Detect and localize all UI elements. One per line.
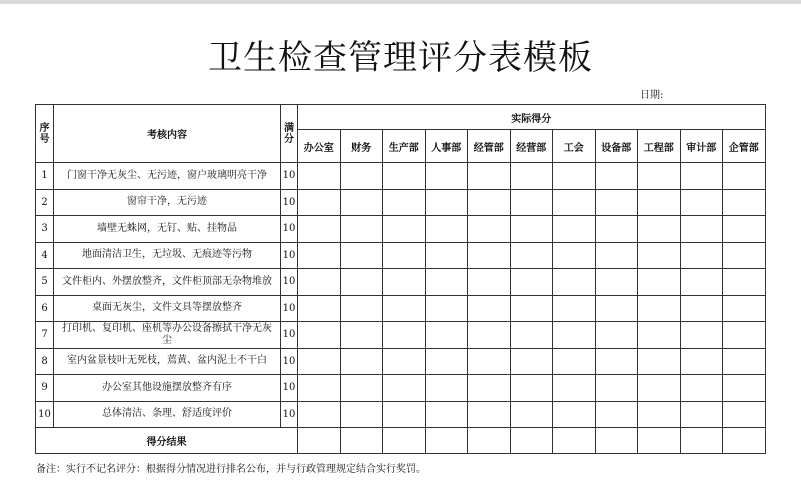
score-cell[interactable] [680,216,723,243]
result-cell[interactable] [510,428,553,454]
score-cell[interactable] [638,269,681,296]
result-cell[interactable] [723,428,766,454]
table-row [36,189,766,216]
full-score-value: 10 [281,189,298,216]
score-cell[interactable] [468,242,511,269]
score-cell[interactable] [680,401,723,428]
score-cell[interactable] [340,322,383,349]
score-cell[interactable] [680,322,723,349]
inspection-item: 打印机、复印机、座机等办公设备擦拭干净无灰尘 [54,322,281,349]
score-cell[interactable] [468,269,511,296]
score-cell[interactable] [298,295,341,322]
score-cell[interactable] [298,348,341,375]
result-cell[interactable] [680,428,723,454]
score-cell[interactable] [595,401,638,428]
score-cell[interactable] [510,348,553,375]
score-cell[interactable] [510,322,553,349]
score-cell[interactable] [553,189,596,216]
date-label: 日期: [640,90,664,101]
score-cell[interactable] [340,216,383,243]
department-header: 生产部 [383,130,426,163]
score-cell[interactable] [340,375,383,402]
score-cell[interactable] [723,163,766,190]
score-cell[interactable] [468,189,511,216]
inspection-item: 桌面无灰尘，文件文具等摆放整齐 [54,295,281,322]
inspection-item: 地面清洁卫生，无垃圾、无痕迹等污物 [54,242,281,269]
full-score-header: 满分 [281,105,298,163]
score-cell[interactable] [595,375,638,402]
row-number: 1 [36,163,54,190]
score-cell[interactable] [298,401,341,428]
score-cell[interactable] [383,401,426,428]
score-cell[interactable] [638,189,681,216]
department-header: 工程部 [638,130,681,163]
full-score-value: 10 [281,348,298,375]
row-number: 5 [36,269,54,296]
table-row [36,375,766,402]
score-cell[interactable] [468,163,511,190]
full-score-value: 10 [281,163,298,190]
score-cell[interactable] [383,269,426,296]
full-score-value: 10 [281,269,298,296]
top-border [0,0,801,4]
inspection-item: 门窗干净无灰尘、无污迹，窗户玻璃明亮干净 [54,163,281,190]
result-cell[interactable] [340,428,383,454]
score-cell[interactable] [298,322,341,349]
score-cell[interactable] [723,269,766,296]
score-cell[interactable] [595,242,638,269]
score-cell[interactable] [638,322,681,349]
result-row [36,428,766,454]
row-number: 10 [36,401,54,428]
score-cell[interactable] [425,295,468,322]
score-cell[interactable] [553,375,596,402]
score-cell[interactable] [298,189,341,216]
score-cell[interactable] [468,375,511,402]
score-cell[interactable] [680,348,723,375]
score-cell[interactable] [425,348,468,375]
score-cell[interactable] [340,401,383,428]
score-cell[interactable] [680,242,723,269]
department-header: 设备部 [595,130,638,163]
department-header: 工会 [553,130,596,163]
department-header: 财务 [340,130,383,163]
score-cell[interactable] [553,216,596,243]
score-cell[interactable] [298,242,341,269]
score-cell[interactable] [595,216,638,243]
department-header: 办公室 [298,130,341,163]
score-cell[interactable] [468,295,511,322]
score-cell[interactable] [723,322,766,349]
department-header: 经管部 [468,130,511,163]
score-cell[interactable] [340,242,383,269]
score-cell[interactable] [553,348,596,375]
score-cell[interactable] [638,348,681,375]
score-cell[interactable] [425,216,468,243]
score-cell[interactable] [723,189,766,216]
full-score-value: 10 [281,242,298,269]
inspection-item: 墙壁无蛛网，无钉、贴、挂物品 [54,216,281,243]
score-cell[interactable] [638,163,681,190]
department-header: 人事部 [425,130,468,163]
footnote: 备注：实行不记名评分：根据得分情况进行排名公布，并与行政管理规定结合实行奖罚。 [36,464,426,475]
score-cell[interactable] [510,375,553,402]
table-row [36,401,766,428]
score-cell[interactable] [510,163,553,190]
score-cell[interactable] [510,295,553,322]
score-cell[interactable] [383,322,426,349]
score-cell[interactable] [383,163,426,190]
score-cell[interactable] [298,269,341,296]
score-cell[interactable] [425,269,468,296]
table-row [36,348,766,375]
result-cell[interactable] [468,428,511,454]
table-row [36,322,766,349]
seq-header: 序号 [36,105,54,163]
score-cell[interactable] [723,348,766,375]
score-cell[interactable] [553,295,596,322]
row-number: 6 [36,295,54,322]
content-header: 考核内容 [54,105,281,163]
page-title: 卫生检查管理评分表模板 [208,38,593,78]
score-cell[interactable] [723,242,766,269]
score-cell[interactable] [468,401,511,428]
full-score-value: 10 [281,295,298,322]
table-row [36,163,766,190]
header-row-1 [36,105,766,130]
score-cell[interactable] [340,295,383,322]
full-score-value: 10 [281,322,298,349]
full-score-value: 10 [281,401,298,428]
score-cell[interactable] [298,163,341,190]
score-cell[interactable] [723,216,766,243]
score-cell[interactable] [638,375,681,402]
score-cell[interactable] [425,163,468,190]
score-cell[interactable] [510,269,553,296]
row-number: 3 [36,216,54,243]
score-cell[interactable] [383,348,426,375]
result-cell[interactable] [595,428,638,454]
score-cell[interactable] [638,295,681,322]
score-cell[interactable] [340,189,383,216]
score-cell[interactable] [510,189,553,216]
score-cell[interactable] [383,295,426,322]
score-cell[interactable] [723,295,766,322]
score-cell[interactable] [340,269,383,296]
department-header: 经营部 [510,130,553,163]
row-number: 9 [36,375,54,402]
score-cell[interactable] [553,163,596,190]
score-cell[interactable] [595,322,638,349]
score-cell[interactable] [425,401,468,428]
score-cell[interactable] [510,216,553,243]
table-row [36,269,766,296]
score-cell[interactable] [595,163,638,190]
table-row [36,242,766,269]
score-cell[interactable] [680,189,723,216]
score-cell[interactable] [425,242,468,269]
score-cell[interactable] [553,242,596,269]
row-number: 4 [36,242,54,269]
actual-score-header: 实际得分 [298,105,766,130]
inspection-item: 办公室其他设施摆放整齐有序 [54,375,281,402]
score-cell[interactable] [553,401,596,428]
result-cell[interactable] [553,428,596,454]
score-cell[interactable] [425,322,468,349]
score-cell[interactable] [595,295,638,322]
inspection-item: 文件柜内、外摆放整齐，文件柜顶部无杂物堆放 [54,269,281,296]
score-cell[interactable] [383,375,426,402]
score-cell[interactable] [638,401,681,428]
score-cell[interactable] [340,163,383,190]
score-cell[interactable] [638,216,681,243]
score-cell[interactable] [468,322,511,349]
score-cell[interactable] [340,348,383,375]
score-cell[interactable] [383,242,426,269]
score-cell[interactable] [510,242,553,269]
score-cell[interactable] [468,216,511,243]
department-header: 审计部 [680,130,723,163]
score-cell[interactable] [553,269,596,296]
score-cell[interactable] [383,216,426,243]
inspection-item: 室内盆景枝叶无死枝，蔫黄、盆内泥土不干白 [54,348,281,375]
result-label: 得分结果 [36,428,298,454]
score-cell[interactable] [510,401,553,428]
score-cell[interactable] [298,375,341,402]
score-cell[interactable] [595,189,638,216]
score-cell[interactable] [425,189,468,216]
score-cell[interactable] [723,375,766,402]
full-score-value: 10 [281,375,298,402]
score-cell[interactable] [298,216,341,243]
score-cell[interactable] [553,322,596,349]
score-cell[interactable] [383,189,426,216]
table-row [36,216,766,243]
table-row [36,295,766,322]
department-header: 企管部 [723,130,766,163]
score-cell[interactable] [425,375,468,402]
score-cell[interactable] [638,242,681,269]
row-number: 7 [36,322,54,349]
inspection-item: 窗帘干净，无污迹 [54,189,281,216]
score-table [35,104,766,454]
result-cell[interactable] [638,428,681,454]
score-cell[interactable] [680,295,723,322]
row-number: 8 [36,348,54,375]
score-cell[interactable] [723,401,766,428]
inspection-item: 总体清洁、条理、舒适度评价 [54,401,281,428]
result-cell[interactable] [383,428,426,454]
score-cell[interactable] [595,269,638,296]
score-cell[interactable] [595,348,638,375]
score-cell[interactable] [680,375,723,402]
full-score-value: 10 [281,216,298,243]
result-cell[interactable] [298,428,341,454]
score-cell[interactable] [468,348,511,375]
result-cell[interactable] [425,428,468,454]
row-number: 2 [36,189,54,216]
score-cell[interactable] [680,269,723,296]
score-cell[interactable] [680,163,723,190]
